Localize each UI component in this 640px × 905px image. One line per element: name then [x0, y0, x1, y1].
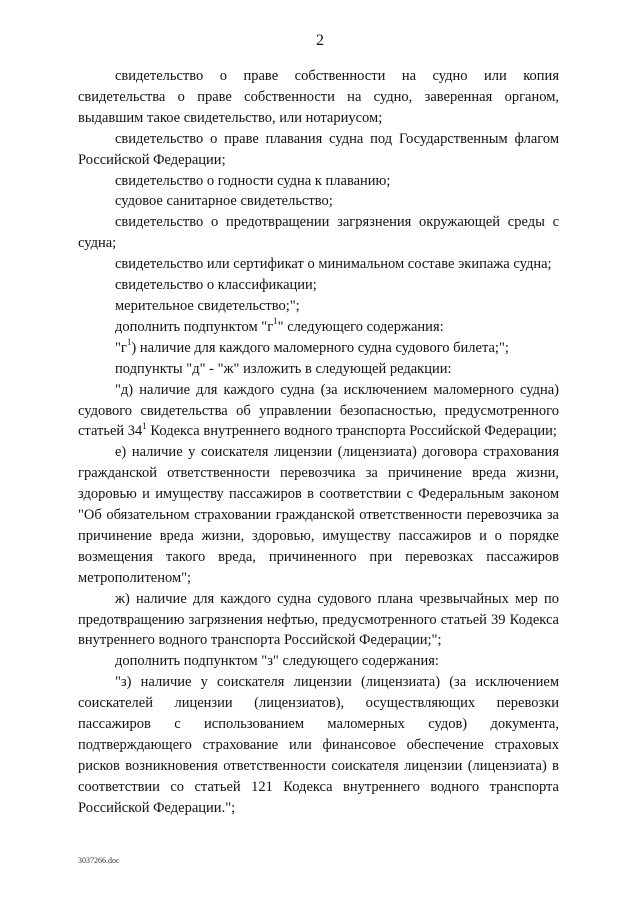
paragraph [78, 191, 559, 212]
paragraph [78, 275, 559, 296]
paragraph [78, 442, 559, 588]
superscript: 1 [126, 336, 132, 347]
paragraph-text: "д) наличие для каждого судна (за исключением маломерного судна) судового свидетельства об управлении безопасностью, предусмотренного статьей 34 [78, 381, 559, 440]
paragraph [78, 212, 559, 254]
paragraph-text: ) наличие для каждого маломерного судна судового билета;"; [131, 339, 509, 356]
paragraph [78, 651, 559, 672]
paragraph-text: "з) наличие у соискателя лицензии (лицензиата) (за исключением соискателей лицензии (лицензиатов), осуществляющих перевозки пассажиров с использованием маломерных судов) документа, подтверждающего страхование или финансовое обеспечение страховых рисков возникновения ответственности соискателя лицензии (лицензиата) в соответствии со статьей 121 Кодекса внутреннего водного транспорта Российской Федерации."; [78, 674, 559, 816]
paragraph-text: свидетельство о предотвращении загрязнения окружающей среды с судна; [78, 214, 559, 252]
paragraph [78, 380, 559, 443]
paragraph-text: судовое санитарное свидетельство; [115, 193, 333, 210]
page-number: 2 [316, 32, 324, 49]
paragraph [78, 254, 559, 275]
paragraph-text: "г [115, 339, 127, 356]
superscript: 1 [142, 420, 147, 431]
paragraph [78, 359, 559, 380]
paragraph-text: свидетельство о годности судна к плаванию; [115, 172, 391, 189]
paragraph-text: подпункты "д" - "ж" изложить в следующей редакции: [115, 360, 452, 377]
document-file-reference: 3037266.doc [78, 856, 120, 865]
paragraph-text: " следующего содержания: [277, 318, 444, 335]
document-body [78, 66, 559, 819]
superscript: 1 [273, 316, 278, 327]
paragraph [78, 171, 559, 192]
paragraph [78, 317, 559, 338]
paragraph-text: свидетельство о праве плавания судна под Государственным флагом Российской Федерации; [78, 130, 559, 168]
paragraph-text: мерительное свидетельство;"; [115, 297, 300, 314]
paragraph-text: е) наличие у соискателя лицензии (лицензиата) договора страхования гражданской ответственности перевозчика за причинение вреда жизни, здоровью и имуществу пассажиров в соответствии с Федеральным законом "Об обязательном страховании гражданской ответственности перевозчика за причинение вреда жизни, здоровью, имуществу пассажиров и о порядке возмещения такого вреда, причиненного при перевозках пассажиров метрополитеном"; [78, 444, 559, 586]
paragraph [78, 338, 559, 359]
paragraph [78, 66, 559, 129]
paragraph [78, 589, 559, 652]
paragraph-text: Кодекса внутреннего водного транспорта Российской Федерации; [146, 423, 557, 440]
paragraph-text: свидетельство о праве собственности на судно или копия свидетельства о праве собственности на судно, заверенная органом, выдавшим такое свидетельство, или нотариусом; [78, 68, 559, 126]
paragraph [78, 296, 559, 317]
paragraph [78, 672, 559, 818]
paragraph-text: свидетельство или сертификат о минимальном составе экипажа судна; [115, 256, 552, 273]
paragraph [78, 129, 559, 171]
paragraph-text: ж) наличие для каждого судна судового плана чрезвычайных мер по предотвращению загрязнения нефтью, предусмотренного статьей 39 Кодекса внутреннего водного транспорта Российской Федерации;"; [78, 590, 559, 649]
paragraph-text: дополнить подпунктом "з" следующего содержания: [115, 653, 439, 670]
paragraph-text: свидетельство о классификации; [115, 277, 317, 294]
paragraph-text: дополнить подпунктом "г [115, 318, 274, 335]
